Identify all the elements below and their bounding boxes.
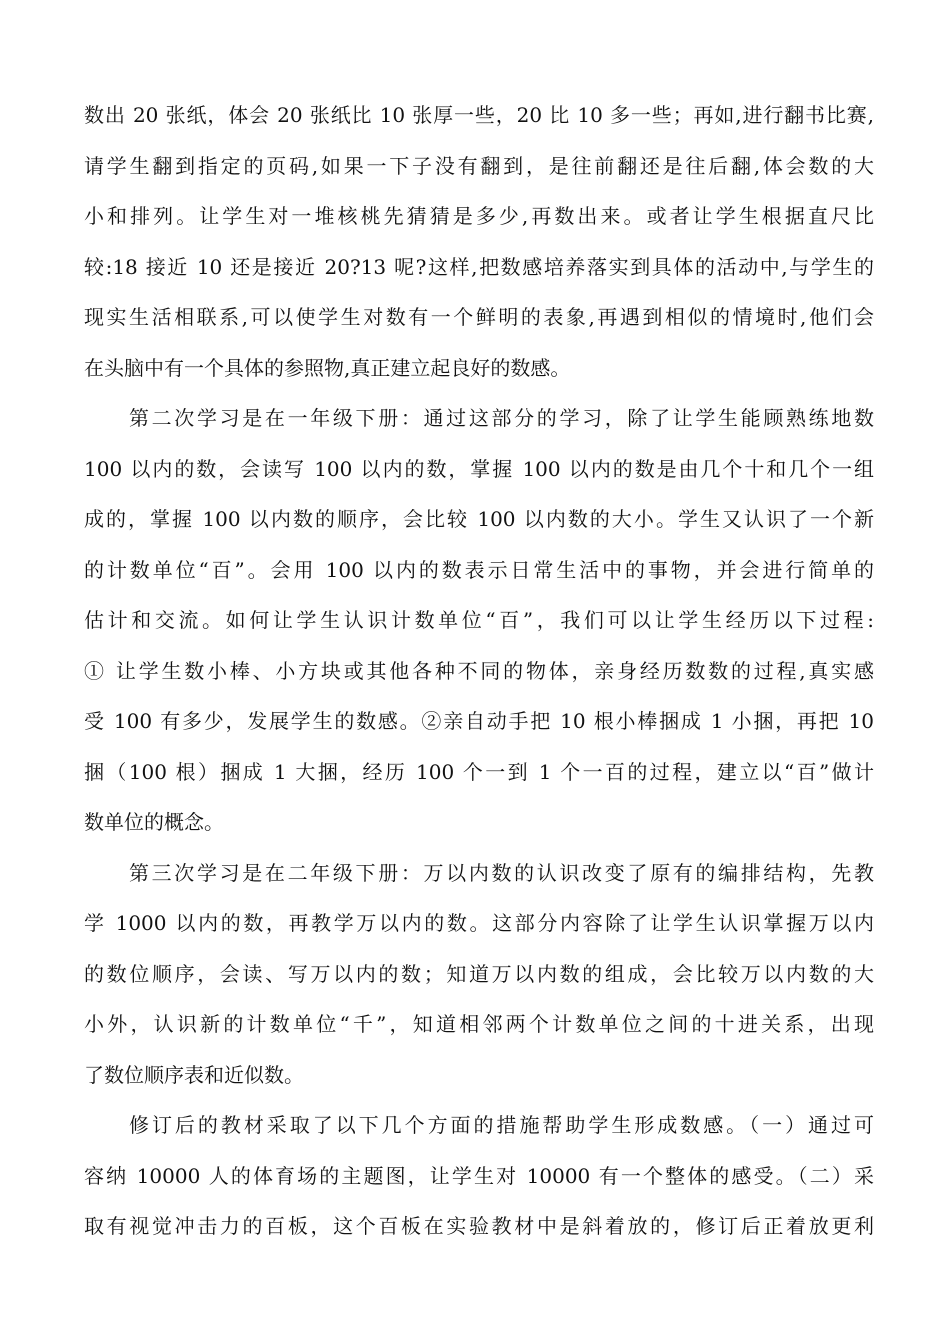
paragraph-1-line-2: 请学生翻到指定的页码,如果一下子没有翻到，是往前翻还是往后翻,体会数的大 xyxy=(84,153,874,178)
paragraph-2-line-4: 的计数单位“百”。会用 100 以内的数表示日常生活中的事物，并会进行简单的 xyxy=(84,557,874,582)
paragraph-3-line-1: 第三次学习是在二年级下册：万以内数的认识改变了原有的编排结构，先教 xyxy=(129,860,874,885)
paragraph-3-line-4: 小外，认识新的计数单位“千”，知道相邻两个计数单位之间的十进关系，出现 xyxy=(84,1012,874,1036)
paragraph-2-line-1: 第二次学习是在一年级下册：通过这部分的学习，除了让学生能顾熟练地数 xyxy=(129,406,874,430)
paragraph-2-line-6: ① 让学生数小棒、小方块或其他各种不同的物体，亲身经历数数的过程,真实感 xyxy=(84,658,874,683)
paragraph-2-line-8: 捆（100 根）捆成 1 大捆，经历 100 个一到 1 个一百的过程，建立以“百”做计 xyxy=(84,759,874,784)
paragraph-4-line-1: 修订后的教材采取了以下几个方面的措施帮助学生形成数感。（一）通过可 xyxy=(129,1113,874,1137)
paragraph-1-line-3: 小和排列。让学生对一堆核桃先猜猜是多少,再数出来。或者让学生根据直尺比 xyxy=(84,204,874,228)
paragraph-2-line-5: 估计和交流。如何让学生认识计数单位“百”，我们可以让学生经历以下过程: xyxy=(84,608,874,632)
paragraph-4-line-3: 取有视觉冲击力的百板，这个百板在实验教材中是斜着放的，修订后正着放更利 xyxy=(84,1214,874,1238)
paragraph-2-line-7: 受 100 有多少，发展学生的数感。②亲自动手把 10 根小棒捆成 1 小捆，再把 10 xyxy=(84,709,874,733)
body-text xyxy=(84,90,874,1252)
paragraph-1-line-4: 较:18 接近 10 还是接近 20?13 呢?这样,把数感培养落实到具体的活动中,与学生的 xyxy=(84,254,874,279)
paragraph-3-line-3: 的数位顺序，会读、写万以内的数；知道万以内数的组成，会比较万以内数的大 xyxy=(84,961,874,986)
paragraph-2-line-3: 成的，掌握 100 以内数的顺序，会比较 100 以内数的大小。学生又认识了一个新 xyxy=(84,507,874,531)
paragraph-1-line-5: 现实生活相联系,可以使学生对数有一个鲜明的表象,再遇到相似的情境时,他们会 xyxy=(84,305,874,329)
paragraph-3-line-5: 了数位顺序表和近似数。 xyxy=(84,1062,304,1087)
paragraph-4-line-2: 容纳 10000 人的体育场的主题图，让学生对 10000 有一个整体的感受。（二）采 xyxy=(84,1163,874,1188)
paragraph-2-line-9: 数单位的概念。 xyxy=(84,810,224,834)
paragraph-1-line-6: 在头脑中有一个具体的参照物,真正建立起良好的数感。 xyxy=(84,355,571,380)
paragraph-3-line-2: 学 1000 以内的数，再教学万以内的数。这部分内容除了让学生认识掌握万以内 xyxy=(84,911,874,935)
paragraph-2-line-2: 100 以内的数，会读写 100 以内的数，掌握 100 以内的数是由几个十和几个一组 xyxy=(84,456,874,481)
paragraph-1-line-1: 数出 20 张纸，体会 20 张纸比 10 张厚一些，20 比 10 多一些；再如,进行翻书比赛, xyxy=(84,103,874,127)
